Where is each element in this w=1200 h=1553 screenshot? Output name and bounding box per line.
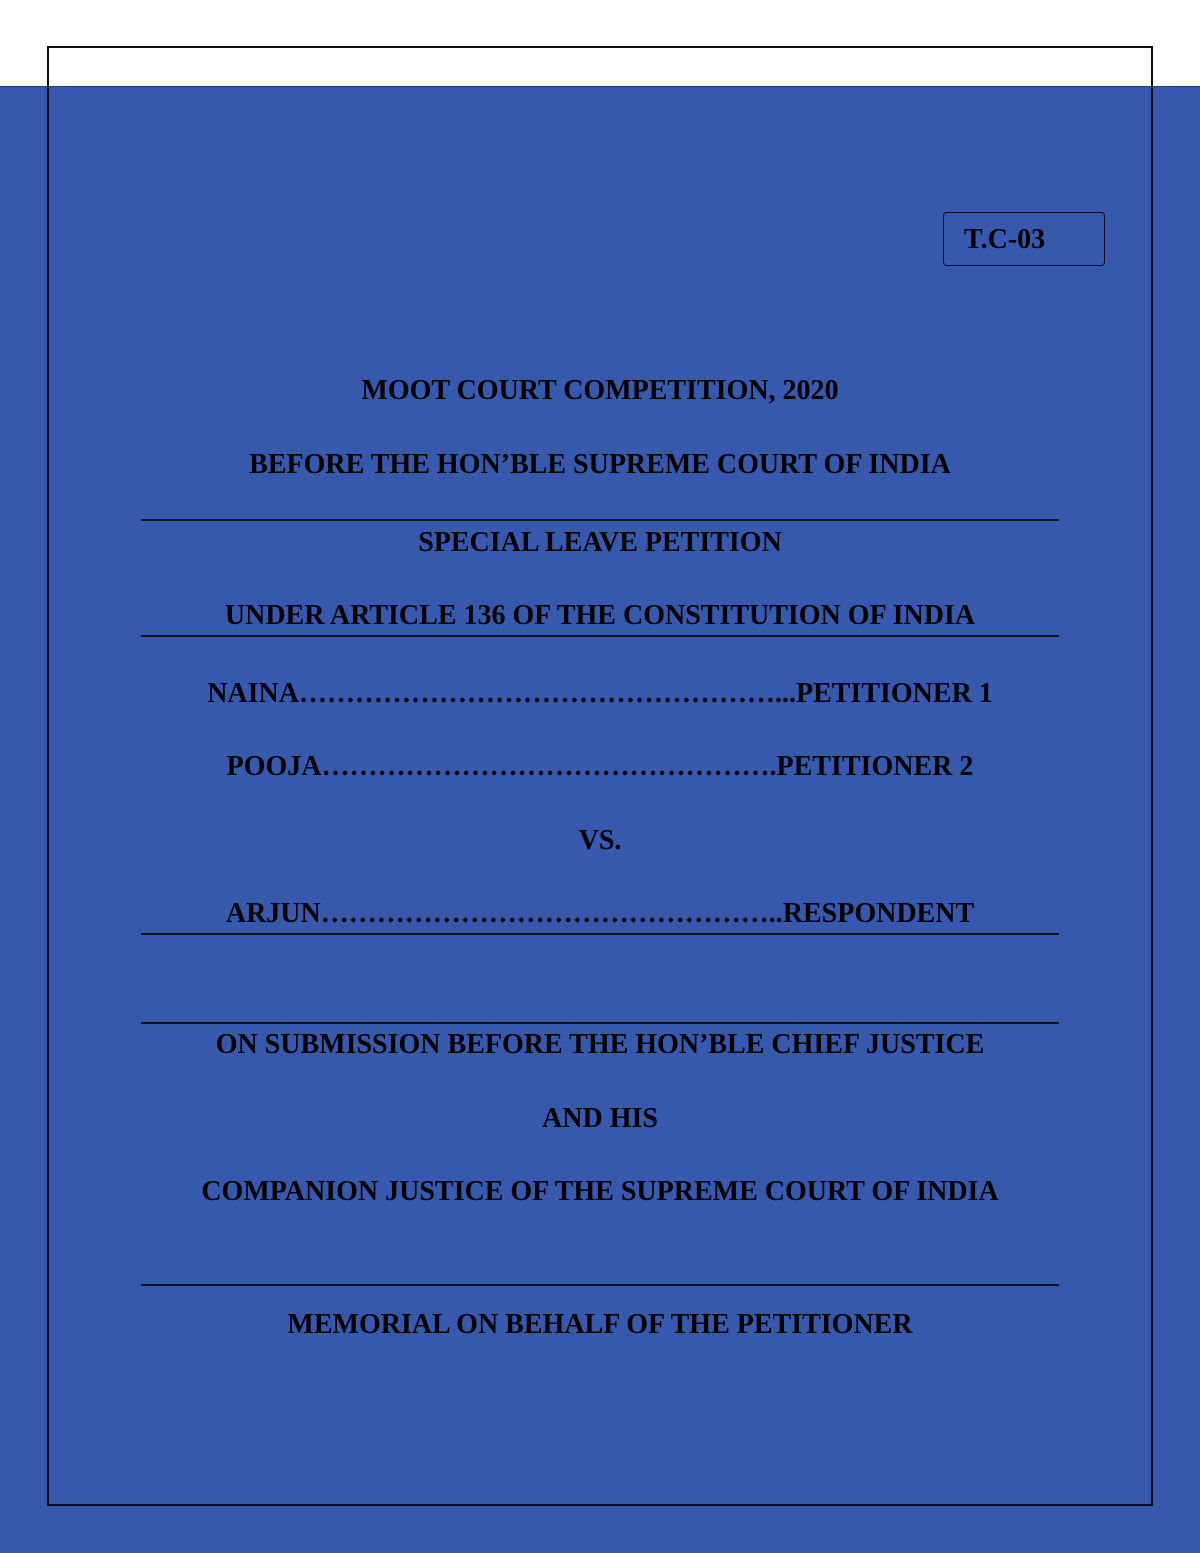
party-leader-dots: ………………………………………….. — [320, 898, 783, 929]
divider-rule — [141, 635, 1059, 637]
party-line-respondent — [0, 896, 1200, 932]
party-line-petitioner-2 — [0, 749, 1200, 785]
submission-line: AND HIS — [542, 1103, 658, 1134]
petition-type: SPECIAL LEAVE PETITION — [418, 527, 782, 558]
versus-label: VS. — [578, 825, 622, 856]
party-leader-dots: ……………………………………………... — [298, 678, 796, 709]
case-number-box — [943, 212, 1105, 266]
party-role: RESPONDENT — [782, 898, 975, 929]
divider-rule — [141, 519, 1059, 521]
party-leader-dots: …………………………………………. — [321, 751, 777, 782]
submission-line: ON SUBMISSION BEFORE THE HON’BLE CHIEF JUSTICE — [215, 1029, 985, 1060]
divider-rule — [141, 1284, 1059, 1286]
party-name: POOJA — [226, 751, 322, 782]
case-number: T.C-03 — [964, 224, 1046, 255]
party-name: ARJUN — [225, 898, 321, 929]
article-reference: UNDER ARTICLE 136 OF THE CONSTITUTION OF INDIA — [224, 600, 976, 631]
submission-line: COMPANION JUSTICE OF THE SUPREME COURT OF INDIA — [201, 1176, 999, 1207]
party-role: PETITIONER 1 — [795, 678, 993, 709]
competition-title: MOOT COURT COMPETITION, 2020 — [361, 375, 839, 406]
divider-rule — [141, 1022, 1059, 1024]
party-line-petitioner-1 — [0, 676, 1200, 712]
court-heading: BEFORE THE HON’BLE SUPREME COURT OF INDIA — [249, 449, 951, 480]
party-role: PETITIONER 2 — [776, 751, 974, 782]
divider-rule — [141, 933, 1059, 935]
party-name: NAINA — [207, 678, 299, 709]
memorial-title: MEMORIAL ON BEHALF OF THE PETITIONER — [287, 1309, 913, 1340]
